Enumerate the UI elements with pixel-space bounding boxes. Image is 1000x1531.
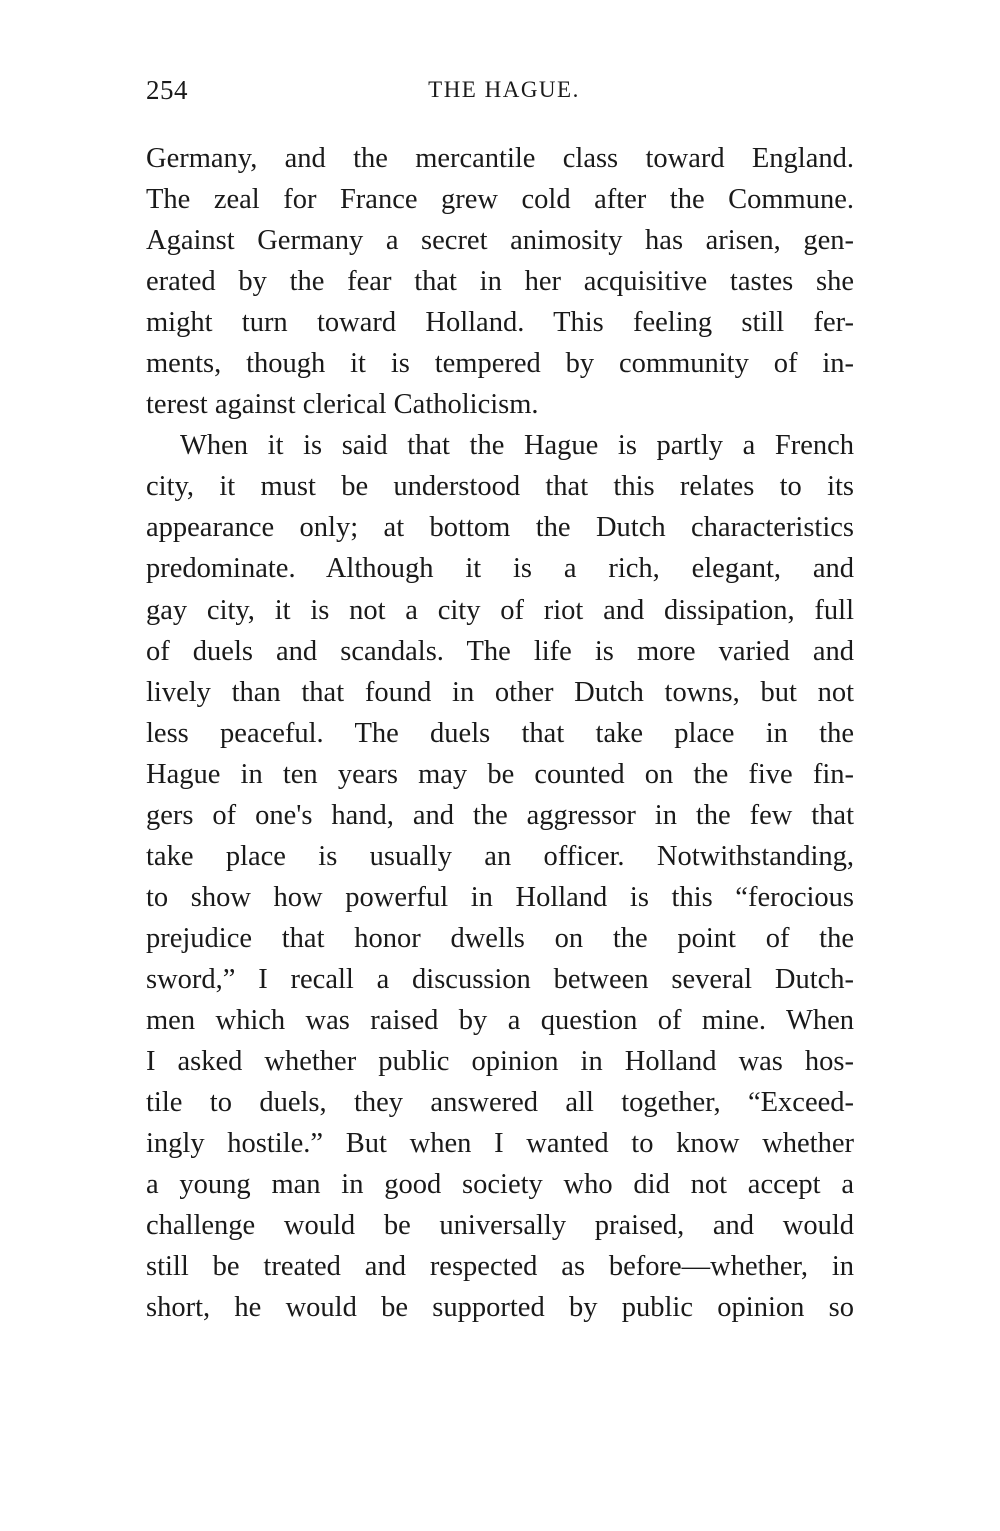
page-number: 254	[146, 75, 188, 105]
text-line: appearance only; at bottom the Dutch characteristics	[146, 512, 854, 544]
text-line: gers of one's hand, and the aggressor in the few that	[146, 799, 854, 831]
text-line: less peaceful. The duels that take place in the	[146, 717, 854, 749]
paragraph-end-line: terest against clerical Catholicism.	[146, 389, 539, 421]
text-line: gay city, it is not a city of riot and dissipation, full	[146, 594, 854, 626]
text-line: Against Germany a secret animosity has arisen, gen-	[146, 225, 854, 257]
text-line: of duels and scandals. The life is more varied and	[146, 635, 854, 667]
text-line: Hague in ten years may be counted on the five fin-	[146, 758, 854, 790]
text-line: men which was raised by a question of mine. When	[146, 1004, 854, 1036]
text-line: still be treated and respected as before—whether, in	[146, 1251, 854, 1283]
text-line: ingly hostile.” But when I wanted to know whether	[146, 1128, 854, 1160]
text-line: sword,” I recall a discussion between several Dutch-	[146, 963, 854, 995]
text-line: The zeal for France grew cold after the Commune.	[146, 184, 854, 216]
text-line: city, it must be understood that this relates to its	[146, 471, 854, 503]
text-line: take place is usually an officer. Notwithstanding,	[146, 840, 854, 872]
running-head: THE HAGUE.	[428, 77, 580, 102]
text-line: short, he would be supported by public opinion so	[146, 1292, 854, 1324]
text-line: ments, though it is tempered by community of in-	[146, 348, 854, 380]
text-line: challenge would be universally praised, and would	[146, 1210, 854, 1242]
page-header	[146, 70, 852, 110]
text-line: predominate. Although it is a rich, elegant, and	[146, 553, 854, 585]
text-line: lively than that found in other Dutch towns, but not	[146, 676, 854, 708]
text-line: might turn toward Holland. This feeling still fer-	[146, 307, 854, 339]
text-line: to show how powerful in Holland is this “ferocious	[146, 881, 854, 913]
text-line: Germany, and the mercantile class toward England.	[146, 143, 854, 174]
text-line: tile to duels, they answered all together, “Exceed-	[146, 1087, 854, 1119]
text-line: I asked whether public opinion in Holland was hos-	[146, 1046, 854, 1078]
text-line: erated by the fear that in her acquisitive tastes she	[146, 266, 854, 298]
text-line: prejudice that honor dwells on the point of the	[146, 922, 854, 954]
paragraph-start-line: When it is said that the Hague is partly a French	[180, 430, 854, 462]
body-text	[146, 138, 854, 1328]
text-line: a young man in good society who did not accept a	[146, 1169, 854, 1201]
